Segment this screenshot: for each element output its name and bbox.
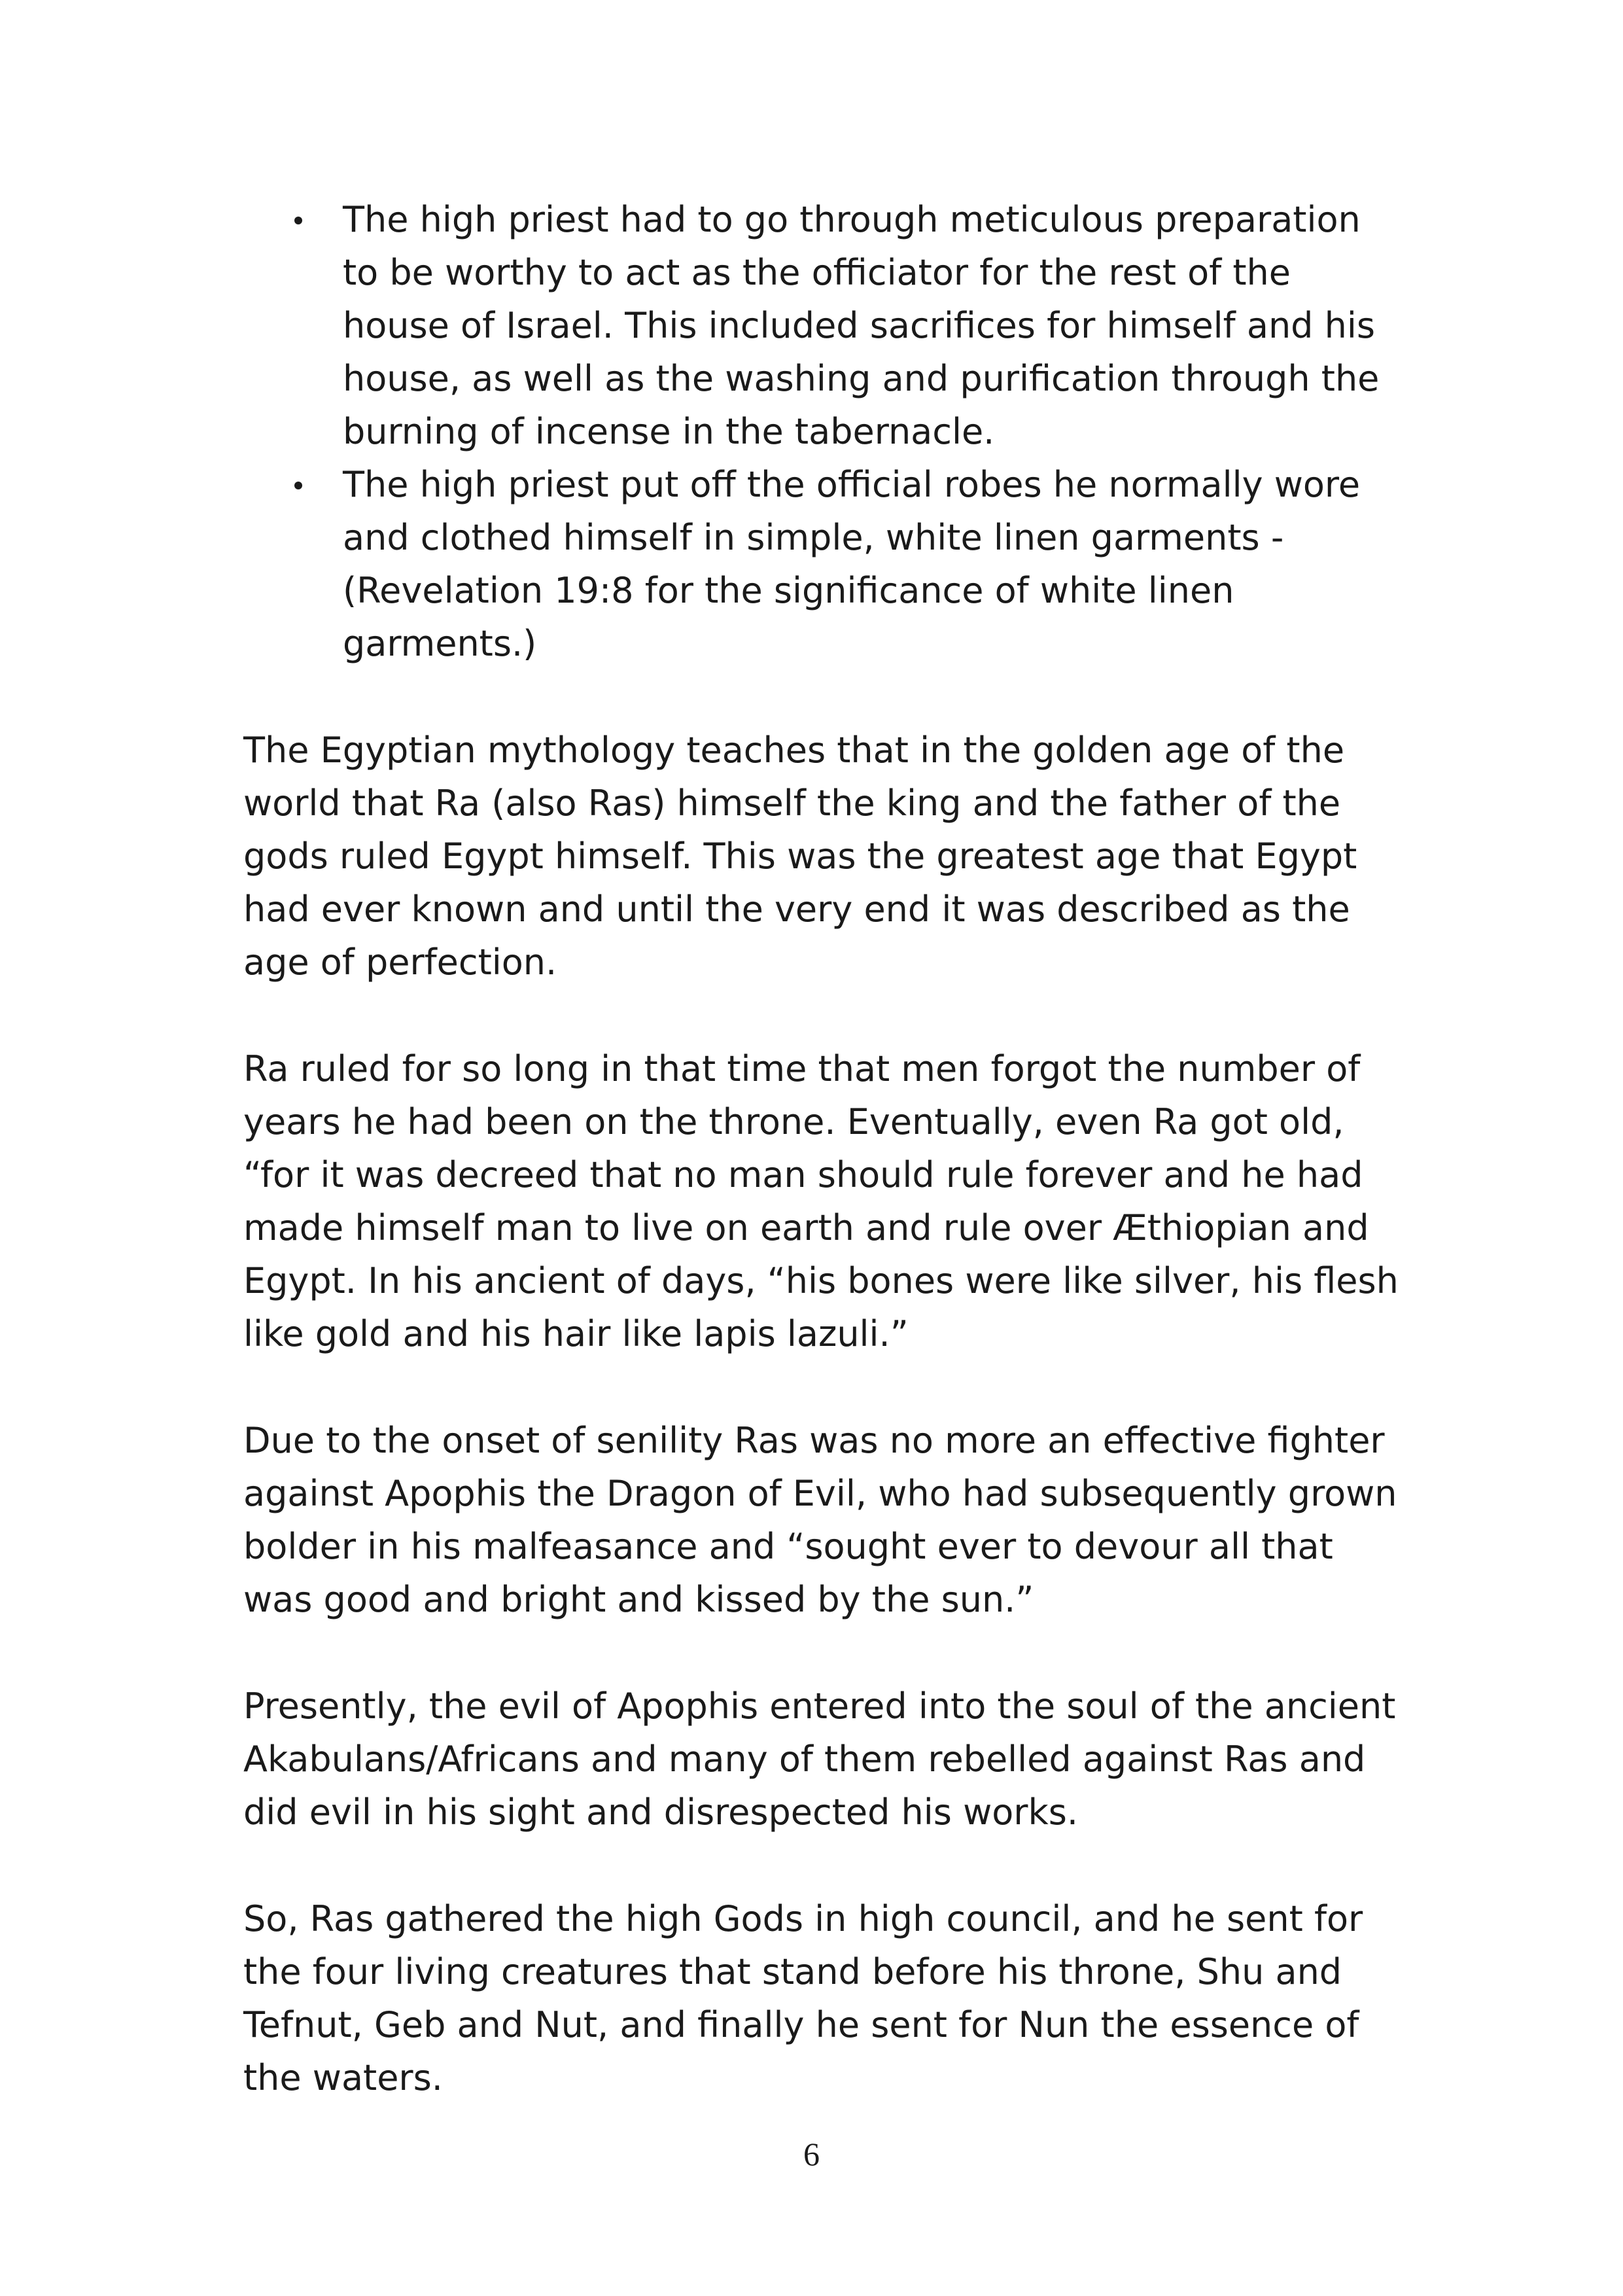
bullet-text: The high priest put off the official robes he normally wore and clothed himself in simple, white linen garments - (Revelation 19:8 for the significance of white linen garments.)	[343, 464, 1361, 664]
paragraph-ra-ruled: Ra ruled for so long in that time that men forgot the number of years he had been on the throne. Eventually, even Ra got old, “for it was decreed that no man should rule forever and he had made himself man to live on earth and rule over Æthiopian and Egypt. In his ancient of days, “his bones were like silver, his flesh like gold and his hair like lapis lazuli.”	[243, 1048, 1399, 1354]
bullet-text: The high priest had to go through meticulous preparation to be worthy to act as the officiator for the rest of the house of Israel. This included sacrifices for himself and his house, as well as the washing and purification through the burning of incense in the tabernacle.	[343, 199, 1380, 452]
paragraph-golden-age: The Egyptian mythology teaches that in the golden age of the world that Ra (also Ras) himself the king and the father of the gods ruled Egypt himself. This was the greatest age that Egypt had ever known and until the very end it was described as the age of perfection.	[243, 730, 1357, 983]
paragraph-rebellion: Presently, the evil of Apophis entered into the soul of the ancient Akabulans/Africans and many of them rebelled against Ras and did evil in his sight and disrespected his works.	[243, 1686, 1396, 1833]
paragraph-high-council: So, Ras gathered the high Gods in high council, and he sent for the four living creatures that stand before his throne, Shu and Tefnut, Geb and Nut, and finally he sent for Nun the essence of the waters.	[243, 1898, 1363, 2098]
bullet-item	[243, 458, 1401, 670]
paragraph-apophis: Due to the onset of senility Ras was no more an effective fighter against Apophis the Dragon of Evil, who had subsequently grown bolder in his malfeasance and “sought ever to devour all that was good and bright and kissed by the sun.”	[243, 1420, 1397, 1620]
bullet-dot-icon	[294, 482, 302, 489]
bullet-list	[243, 193, 1401, 670]
page-number: 6	[803, 2136, 820, 2172]
bullet-dot-icon	[294, 217, 302, 224]
bullet-item	[243, 193, 1401, 458]
page-content	[243, 193, 1401, 2158]
